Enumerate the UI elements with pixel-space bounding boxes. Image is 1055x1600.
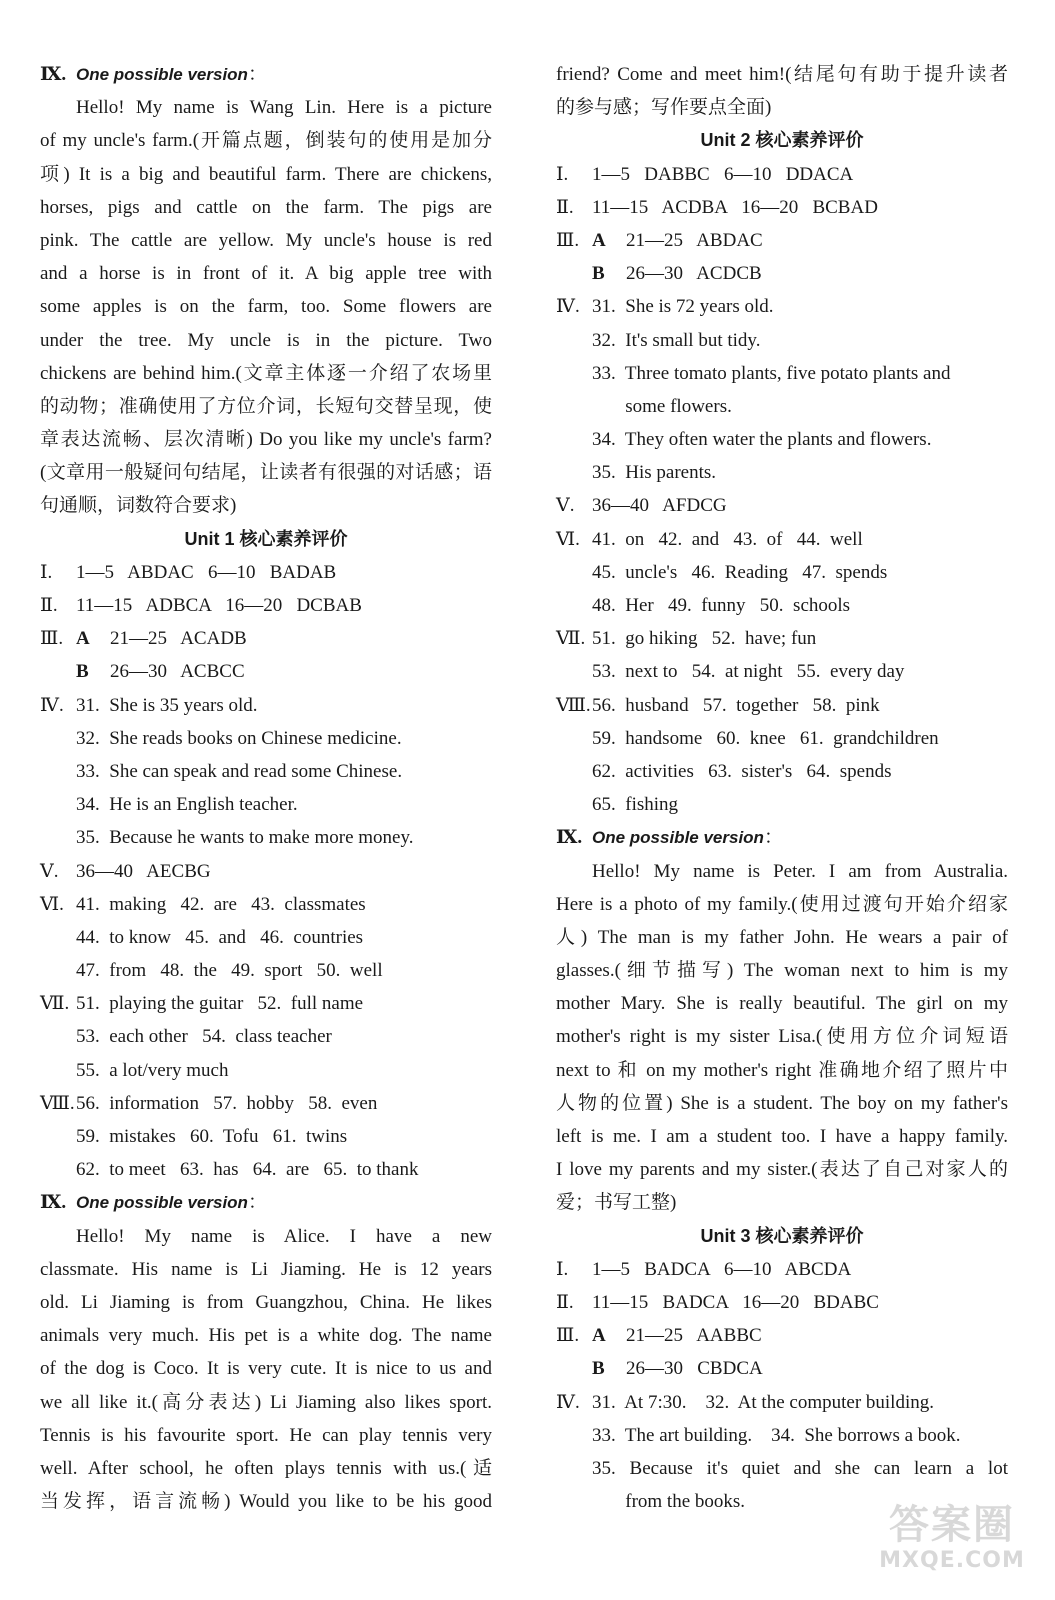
answer-text: 36—40 AFDCG: [592, 495, 727, 517]
answer-line: [556, 655, 1008, 688]
answer-text: 41. on 42. and 43. of 44. well: [592, 528, 863, 550]
answer-text: from the books.: [592, 1491, 746, 1513]
answer-text: 1—5 DABBC 6—10 DDACA: [592, 163, 854, 185]
answer-text: 26—30 ACDCB: [626, 263, 762, 285]
answer-line: [40, 755, 492, 788]
answer-line: [556, 456, 1008, 489]
answer-section-number: Ⅷ.: [40, 1092, 75, 1114]
answer-text: 36—40 AECBG: [76, 860, 211, 882]
answer-text: 59. mistakes 60. Tofu 61. twins: [76, 1126, 348, 1147]
answer-text: 1—5 BADCA 6—10 ABCDA: [592, 1258, 852, 1280]
answer-text: 11—15 ADBCA 16—20 DCBAB: [76, 595, 362, 616]
answer-section-number: Ⅲ.: [40, 628, 64, 650]
paragraph-line: of my uncle's farm.(开篇点题，倒装句的使用是加分: [40, 130, 492, 152]
paragraph-line: 当发挥，语言流畅) Would you like to be his good: [40, 1491, 492, 1513]
answer-line: [40, 1087, 492, 1120]
answer-text: 31. She is 72 years old.: [592, 296, 774, 318]
answer-section-number: Ⅱ.: [556, 1291, 574, 1313]
answer-text: 32. She reads books on Chinese medicine.: [76, 727, 402, 749]
answer-line: [556, 423, 1008, 456]
answer-text: 48. Her 49. funny 50. schools: [592, 595, 851, 616]
left-column: [40, 58, 492, 1518]
answer-text: 11—15 BADCA 16—20 BDABC: [592, 1291, 879, 1313]
paragraph-line: classmate. His name is Li Jiaming. He is 12 years: [40, 1258, 492, 1280]
paragraph-line: well. After school, he often plays tennis with us.(适: [40, 1457, 492, 1479]
answer-part-label: B: [592, 1358, 605, 1380]
answer-line: [40, 855, 492, 888]
paragraph-line: chickens are behind him.(文章主体逐一介绍了农场里: [40, 362, 492, 384]
paragraph-line: Tennis is his favourite sport. He can play tennis very: [40, 1424, 492, 1446]
answer-line: [556, 589, 1008, 622]
paragraph-line: 项) It is a big and beautiful farm. There are chickens,: [40, 163, 492, 185]
section-label-colon: ：: [247, 1192, 267, 1214]
paragraph-line: under the tree. My uncle is in the picture. Two: [40, 329, 492, 351]
answer-line: [40, 722, 492, 755]
section-number: Ⅸ.: [40, 1192, 67, 1214]
answer-text: 21—25 ABDAC: [626, 229, 763, 251]
answer-text: 33. Three tomato plants, five potato plants and: [592, 362, 951, 384]
answer-section-number: Ⅳ.: [40, 694, 64, 716]
paragraph-line: left is me. I am a student too. I have a happy family.: [556, 1126, 1008, 1147]
answer-part-label: B: [76, 661, 89, 683]
answer-line: [556, 1386, 1008, 1419]
answer-text: 59. handsome 60. knee 61. grandchildren: [592, 727, 939, 749]
answer-line: [556, 1419, 1008, 1452]
answer-line: [556, 324, 1008, 357]
answer-text: 34. He is an English teacher.: [76, 794, 298, 816]
paragraph-line: next to 和 on my mother's right 准确地介绍了照片中: [556, 1059, 1008, 1081]
answer-line: [40, 987, 492, 1020]
section-heading: [40, 1186, 492, 1219]
paragraph-line: 的参与感；写作要点全面): [556, 97, 772, 119]
answer-line: [40, 1120, 492, 1153]
answer-line: [40, 655, 492, 688]
answer-line: [40, 622, 492, 655]
section-label-colon: ：: [247, 64, 267, 85]
paragraph-line: friend? Come and meet him!(结尾句有助于提升读者: [556, 64, 1008, 85]
section-label-italic: One possible version: [592, 828, 764, 848]
answer-section-number: Ⅴ.: [40, 860, 59, 882]
unit-title: Unit 1 核心素养评价: [184, 528, 348, 549]
answer-text: 11—15 ACDBA 16—20 BCBAD: [592, 196, 878, 218]
answer-line: [556, 689, 1008, 722]
answer-section-number: Ⅲ.: [556, 1325, 580, 1347]
paragraph-line: 35. Because it's quiet and she can learn a lot: [592, 1457, 1008, 1479]
answer-section-number: Ⅳ.: [556, 1391, 580, 1413]
answer-section-number: Ⅶ.: [556, 628, 586, 650]
answer-part-label: A: [76, 628, 90, 650]
paragraph-line: some apples is on the farm, too. Some flowers are: [40, 296, 492, 318]
answer-line: [556, 788, 1008, 821]
paragraph-line: we all like it.(高分表达) Li Jiaming also likes sport.: [40, 1391, 492, 1413]
answer-line: [40, 689, 492, 722]
answer-section-number: Ⅰ.: [556, 163, 569, 185]
answer-text: 65. fishing: [592, 794, 679, 816]
answer-line: [556, 722, 1008, 755]
paragraph-line: Hello! My name is Alice. I have a new: [76, 1225, 492, 1247]
paragraph-line: glasses.(细节描写) The woman next to him is my: [556, 960, 1008, 982]
answer-line: [556, 622, 1008, 655]
answer-text: 45. uncle's 46. Reading 47. spends: [592, 561, 888, 583]
answer-line: [40, 788, 492, 821]
answer-line: [556, 1253, 1008, 1286]
answer-text: 51. playing the guitar 52. full name: [76, 993, 364, 1015]
answer-part-label: A: [592, 229, 606, 251]
paragraph-line: Here is a photo of my family.(使用过渡句开始介绍家: [556, 893, 1008, 915]
answer-text: 56. information 57. hobby 58. even: [76, 1092, 378, 1114]
paragraph-line: horses, pigs and cattle on the farm. The pigs are: [40, 196, 492, 218]
answer-text: 31. She is 35 years old.: [76, 694, 258, 716]
answer-text: 21—25 AABBC: [626, 1325, 762, 1347]
answer-section-number: Ⅵ.: [556, 528, 580, 550]
unit-title: Unit 2 核心素养评价: [700, 130, 864, 151]
section-label-colon: ：: [763, 827, 783, 849]
answer-section-number: Ⅷ.: [556, 694, 591, 716]
paragraph-line: and a horse is in front of it. A big apple tree with: [40, 263, 492, 285]
answer-line: [40, 589, 492, 622]
answer-line: [556, 257, 1008, 290]
answer-line: [40, 556, 492, 589]
answer-line: [556, 755, 1008, 788]
paragraph-line: of the dog is Coco. It is very cute. It is nice to us and: [40, 1358, 492, 1380]
answer-line: [556, 523, 1008, 556]
answer-text: some flowers.: [592, 395, 732, 417]
section-heading: [556, 821, 1008, 854]
paragraph-line: 句通顺，词数符合要求): [40, 495, 237, 517]
section-heading: [40, 58, 492, 91]
watermark-logo-text: 答案圈: [889, 1502, 1015, 1548]
section-label-italic: One possible version: [76, 1193, 248, 1213]
answer-line: [556, 556, 1008, 589]
paragraph-line: animals very much. His pet is a white dog. The name: [40, 1325, 492, 1347]
watermark: [857, 1502, 1047, 1592]
answer-section-number: Ⅰ.: [556, 1258, 569, 1280]
answer-line: [556, 357, 1008, 390]
paragraph-line: 的动物；准确使用了方位介词，长短句交替呈现，使: [40, 395, 492, 417]
answer-text: 35. Because he wants to make more money.: [76, 827, 414, 849]
answer-text: 56. husband 57. together 58. pink: [592, 694, 880, 716]
answer-text: 51. go hiking 52. have; fun: [592, 628, 817, 650]
answer-line: [556, 290, 1008, 323]
answer-line: [40, 921, 492, 954]
paragraph-line: Hello! My name is Peter. I am from Australia.: [592, 860, 1008, 882]
section-number: Ⅸ.: [556, 827, 583, 849]
answer-line: [556, 1319, 1008, 1352]
answer-line: [556, 191, 1008, 224]
answer-section-number: Ⅴ.: [556, 495, 575, 517]
watermark-url: MXQE.COM: [879, 1548, 1025, 1573]
paragraph-line: mother Mary. She is really beautiful. The girl on my: [556, 993, 1008, 1015]
answer-line: [556, 224, 1008, 257]
paragraph-line: 人物的位置) She is a student. The boy on my father's: [556, 1092, 1008, 1114]
answer-part-label: B: [592, 263, 605, 285]
answer-text: 47. from 48. the 49. sport 50. well: [76, 960, 383, 982]
answer-section-number: Ⅰ.: [40, 561, 53, 583]
paragraph-line: 章表达流畅、层次清晰) Do you like my uncle's farm?: [40, 429, 492, 451]
answer-text: 55. a lot/very much: [76, 1059, 229, 1081]
answer-line: [40, 1054, 492, 1087]
answer-text: 26—30 ACBCC: [110, 661, 245, 683]
answer-line: [556, 158, 1008, 191]
answer-text: 53. next to 54. at night 55. every day: [592, 661, 905, 683]
paragraph-line: I love my parents and my sister.(表达了自己对家人的: [556, 1159, 1008, 1181]
right-column: [556, 58, 1008, 1518]
answer-part-label: A: [592, 1325, 606, 1347]
answer-text: 34. They often water the plants and flowers.: [592, 429, 932, 451]
answer-line: [556, 390, 1008, 423]
answer-text: 41. making 42. are 43. classmates: [76, 893, 366, 915]
answer-section-number: Ⅶ.: [40, 993, 70, 1015]
answer-line: [40, 821, 492, 854]
answer-text: 21—25 ACADB: [110, 628, 247, 650]
paragraph-line: old. Li Jiaming is from Guangzhou, China. He likes: [40, 1291, 492, 1313]
section-number: Ⅸ.: [40, 64, 67, 85]
answer-line: [556, 1352, 1008, 1385]
answer-text: 26—30 CBDCA: [626, 1358, 763, 1380]
answer-line: [40, 954, 492, 987]
answer-line: [40, 1020, 492, 1053]
answer-section-number: Ⅳ.: [556, 296, 580, 318]
answer-line: [556, 1286, 1008, 1319]
answer-text: 33. She can speak and read some Chinese.: [76, 760, 403, 782]
paragraph-line: (文章用一般疑问句结尾，让读者有很强的对话感；语: [40, 462, 492, 484]
unit-title: Unit 3 核心素养评价: [700, 1225, 864, 1246]
paragraph-line: 爱；书写工整): [556, 1192, 677, 1214]
paragraph-line: mother's right is my sister Lisa.(使用方位介词短语: [556, 1026, 1008, 1048]
answer-section-number: Ⅱ.: [556, 196, 574, 218]
answer-text: 62. to meet 63. has 64. are 65. to thank: [76, 1159, 419, 1181]
answer-text: 53. each other 54. class teacher: [76, 1026, 332, 1048]
paragraph-line: pink. The cattle are yellow. My uncle's house is red: [40, 229, 492, 251]
paragraph-line: 人) The man is my father John. He wears a pair of: [556, 926, 1008, 948]
section-label-italic: One possible version: [76, 65, 248, 84]
answer-line: [40, 888, 492, 921]
answer-text: 1—5 ABDAC 6—10 BADAB: [76, 561, 337, 583]
answer-text: 35. His parents.: [592, 462, 717, 484]
answer-text: 32. It's small but tidy.: [592, 329, 761, 351]
answer-line: [556, 489, 1008, 522]
answer-section-number: Ⅵ.: [40, 893, 64, 915]
paragraph-line: Hello! My name is Wang Lin. Here is a picture: [76, 97, 492, 119]
answer-text: 44. to know 45. and 46. countries: [76, 926, 364, 948]
answer-section-number: Ⅱ.: [40, 595, 58, 616]
answer-line: [40, 1153, 492, 1186]
answer-text: 31. At 7:30. 32. At the computer building.: [592, 1391, 934, 1413]
answer-text: 62. activities 63. sister's 64. spends: [592, 760, 892, 782]
answer-section-number: Ⅲ.: [556, 229, 580, 251]
answer-text: 33. The art building. 34. She borrows a book.: [592, 1424, 961, 1446]
